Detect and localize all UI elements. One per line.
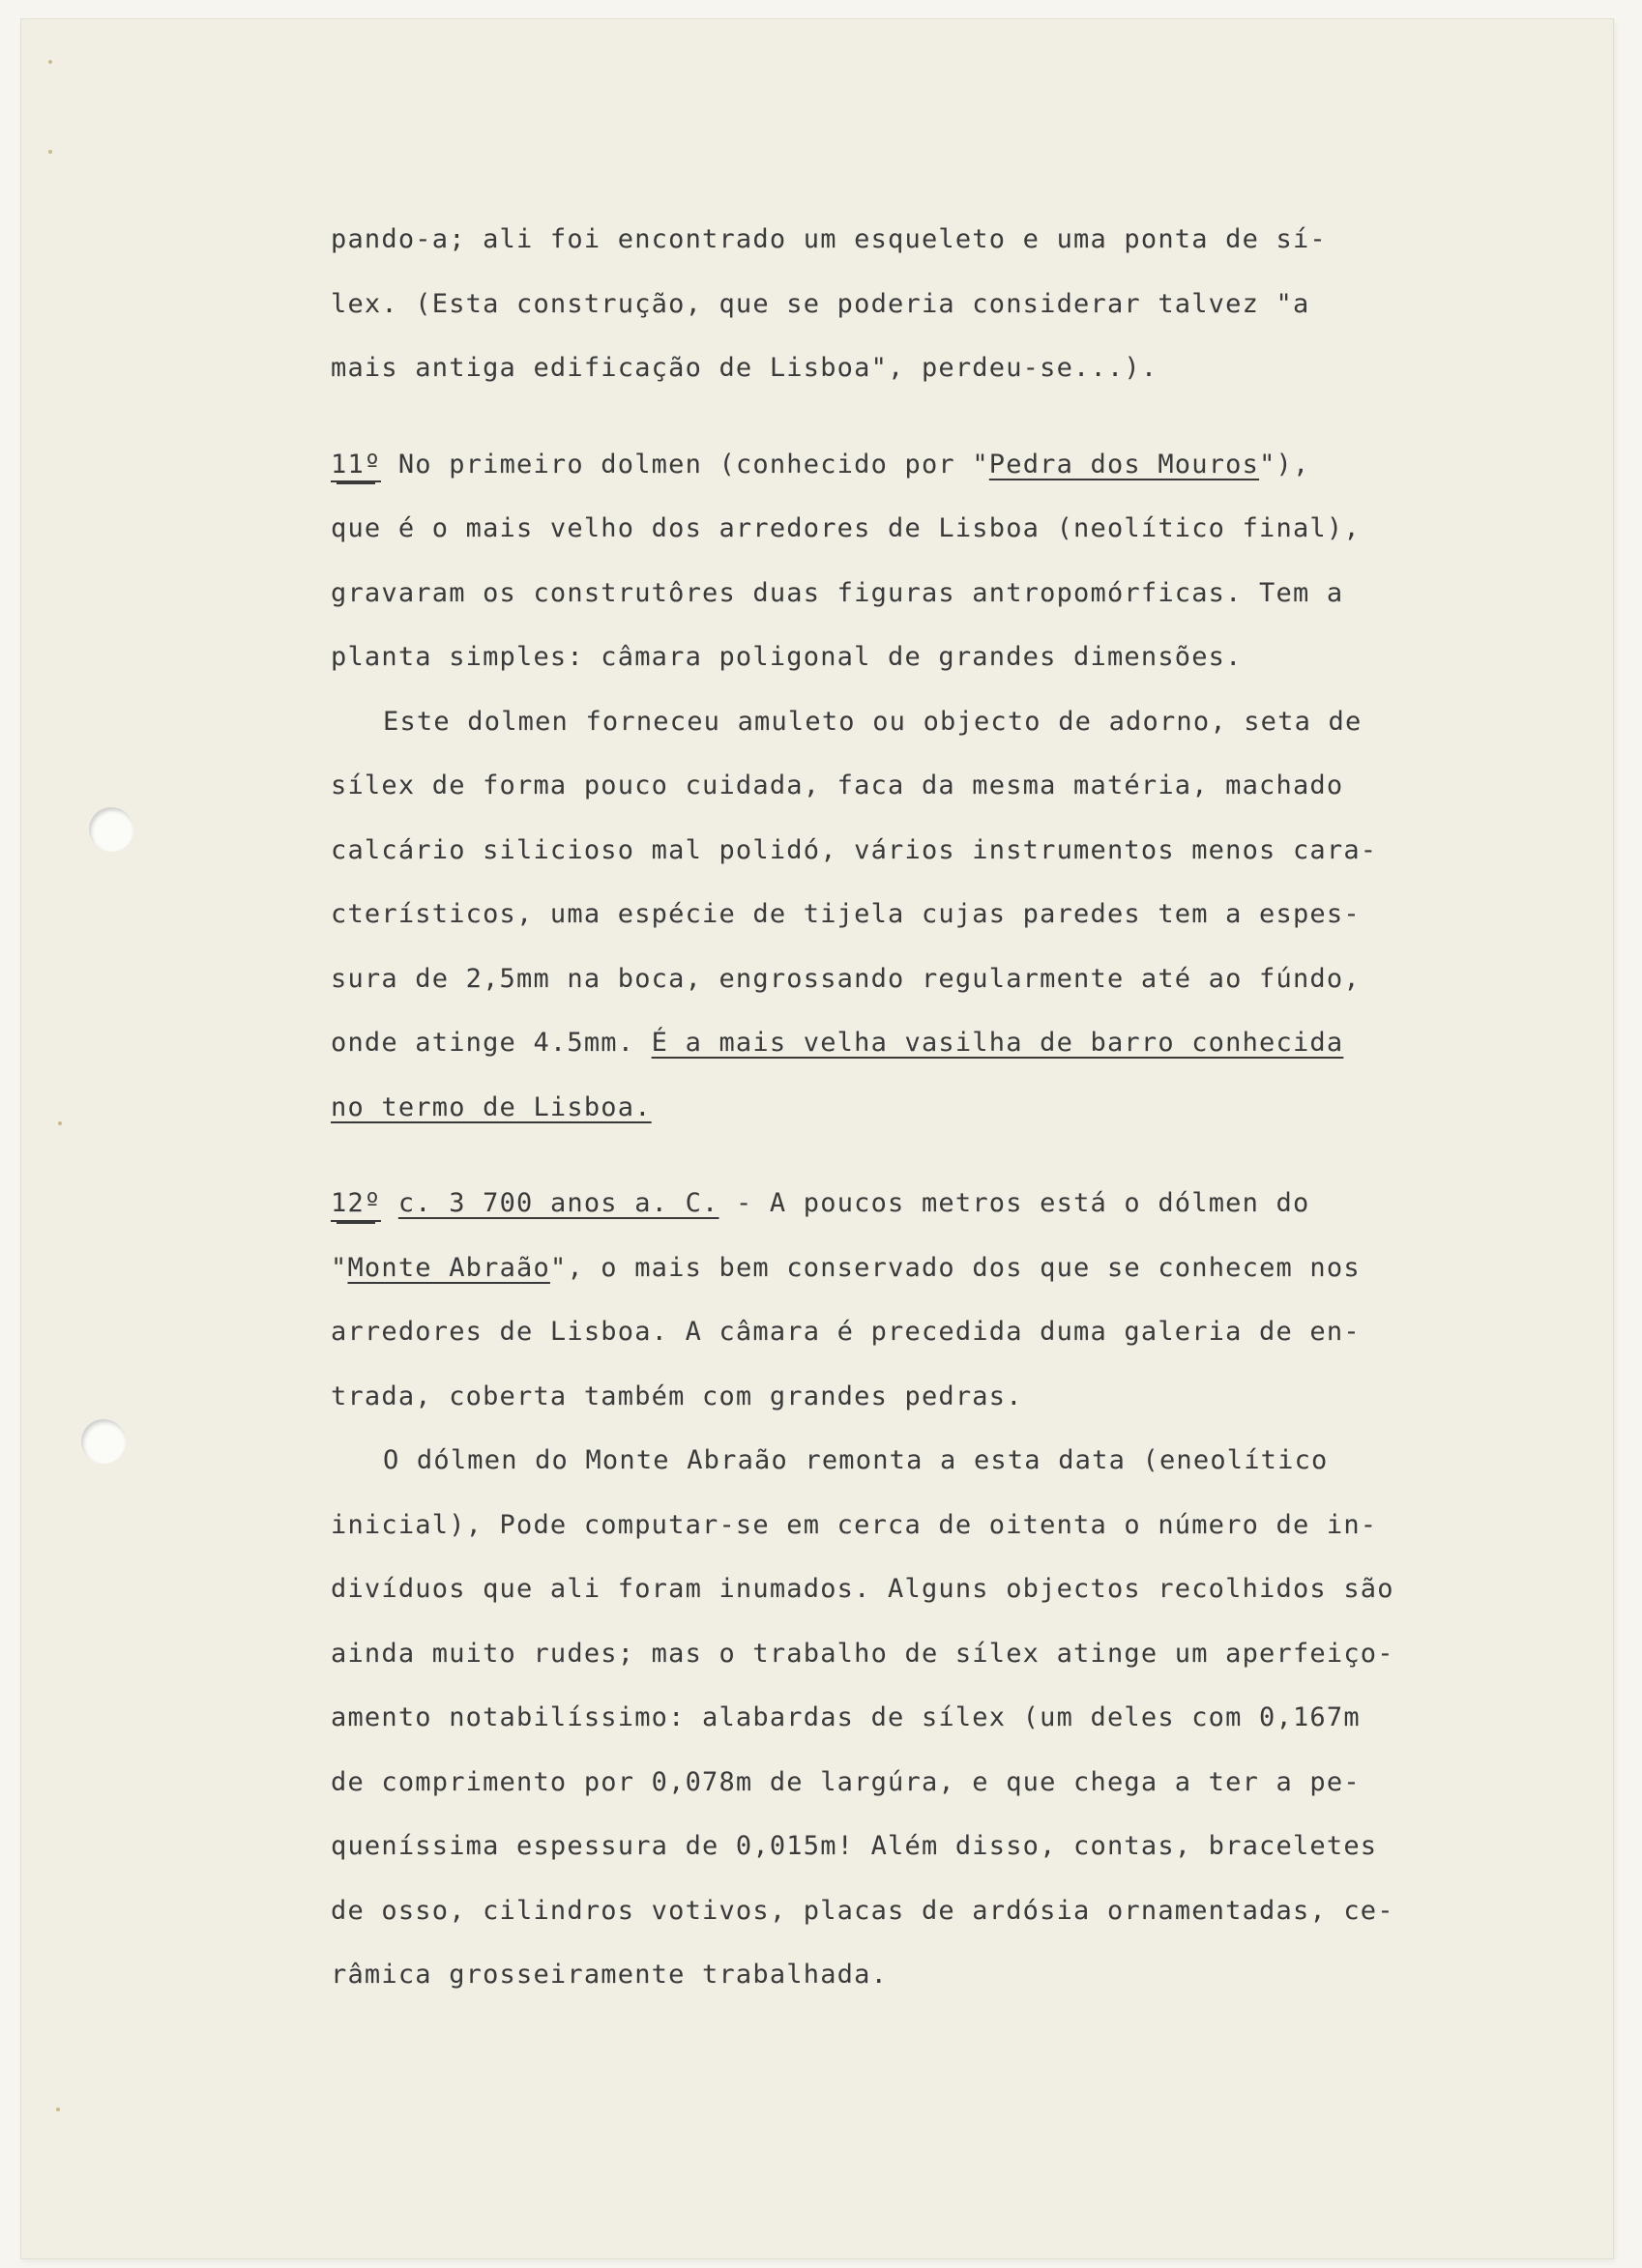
text-line: [331, 1076, 1443, 1141]
text-run: amento notabilíssimo: alabardas de sílex (um deles com 0,167m: [331, 1702, 1361, 1732]
text-run: lex. (Esta construção, que se poderia considerar talvez "a: [331, 288, 1310, 319]
paper-speck: [56, 2108, 60, 2111]
text-line: [331, 497, 1443, 562]
text-run: mais antiga edificação de Lisboa", perdeu-se...).: [331, 353, 1158, 383]
text-line: [331, 1011, 1443, 1076]
text-run: râmica grosseiramente trabalhada.: [331, 1960, 889, 1990]
text-run: arredores de Lisboa. A câmara é precedida duma galeria de en-: [331, 1317, 1361, 1347]
text-run: "),: [1259, 449, 1310, 480]
underlined-text: É a mais velha vasilha de barro conhecida: [651, 1028, 1344, 1058]
text-run: de osso, cilindros votivos, placas de ardósia ornamentadas, ce-: [331, 1895, 1394, 1926]
text-line: [331, 433, 1443, 498]
underlined-text: c. 3 700 anos a. C.: [397, 1188, 719, 1218]
text-line: [331, 336, 1443, 401]
punch-hole-top: [89, 807, 133, 852]
text-run: queníssima espessura de 0,015m! Além disso, contas, braceletes: [331, 1831, 1378, 1861]
text-line: [331, 1172, 1443, 1236]
text-line: [331, 690, 1443, 755]
text-line: [331, 1879, 1443, 1944]
text-run: ": [331, 1252, 348, 1283]
punch-hole-bottom: [81, 1419, 126, 1464]
paragraph-gap: [331, 1140, 1443, 1172]
text-line: [331, 1300, 1443, 1365]
text-run: Este dolmen forneceu amuleto ou objecto de adorno, seta de: [383, 706, 1363, 737]
text-line: [331, 1429, 1443, 1494]
text-run: ", o mais bem conservado dos que se conhecem nos: [549, 1252, 1361, 1283]
text-run: onde atinge 4.5mm.: [331, 1028, 652, 1058]
text-run: planta simples: câmara poligonal de grandes dimensões.: [331, 642, 1243, 672]
text-line: [331, 562, 1443, 626]
text-line: [331, 883, 1443, 947]
text-line: [331, 1686, 1443, 1751]
text-run: cterísticos, uma espécie de tijela cujas paredes tem a espes-: [331, 899, 1361, 929]
paper-speck: [48, 60, 52, 64]
text-run: sílex de forma pouco cuidada, faca da mesma matéria, machado: [331, 771, 1344, 800]
underlined-text: Pedra dos Mouros: [988, 449, 1260, 480]
text-line: [331, 1815, 1443, 1879]
text-line: [331, 1365, 1443, 1430]
text-run: trada, coberta também com grandes pedras.: [331, 1381, 1023, 1411]
text-line: [331, 947, 1443, 1012]
text-run: de comprimento por 0,078m de largúra, e que chega a ter a pe-: [331, 1766, 1361, 1797]
text-run: calcário silicioso mal polidó, vários instrumentos menos cara-: [331, 834, 1378, 865]
underlined-text: no termo de Lisboa.: [331, 1091, 652, 1122]
text-run: - A poucos metros está o dólmen do: [718, 1188, 1310, 1218]
text-line: [331, 1943, 1443, 2008]
paper-speck: [58, 1121, 62, 1125]
underlined-text: Monte Abraão: [347, 1252, 550, 1283]
paper-speck: [48, 150, 52, 154]
text-run: inicial), Pode computar-se em cerca de oitenta o número de in-: [331, 1509, 1378, 1540]
text-run: No primeiro dolmen (conhecido por ": [381, 449, 989, 480]
paragraph-gap: [331, 401, 1443, 433]
text-run: divíduos que ali foram inumados. Alguns objectos recolhidos são: [331, 1574, 1394, 1604]
text-run: sura de 2,5mm na boca, engrossando regularmente até ao fúndo,: [331, 963, 1361, 994]
text-line: [331, 208, 1443, 273]
typed-text-body: [331, 208, 1443, 2008]
section-number: 12º: [331, 1189, 381, 1222]
text-line: [331, 754, 1443, 819]
text-line: [331, 1236, 1443, 1301]
text-line: [331, 819, 1443, 884]
text-line: [331, 1751, 1443, 1816]
text-line: [331, 273, 1443, 337]
text-line: [331, 1494, 1443, 1558]
text-line: [331, 625, 1443, 690]
text-line: [331, 1557, 1443, 1622]
text-run: ainda muito rudes; mas o trabalho de sílex atinge um aperfeiço-: [331, 1638, 1394, 1669]
section-number: 11º: [331, 451, 381, 483]
text-run: gravaram os construtôres duas figuras antropomórficas. Tem a: [331, 577, 1344, 608]
text-run: O dólmen do Monte Abraão remonta a esta data (eneolítico: [383, 1445, 1329, 1475]
text-line: [331, 1622, 1443, 1687]
text-run: pando-a; ali foi encontrado um esqueleto e uma ponta de sí-: [331, 224, 1327, 254]
text-run: que é o mais velho dos arredores de Lisboa (neolítico final),: [331, 513, 1361, 543]
text-run: [381, 1188, 397, 1218]
